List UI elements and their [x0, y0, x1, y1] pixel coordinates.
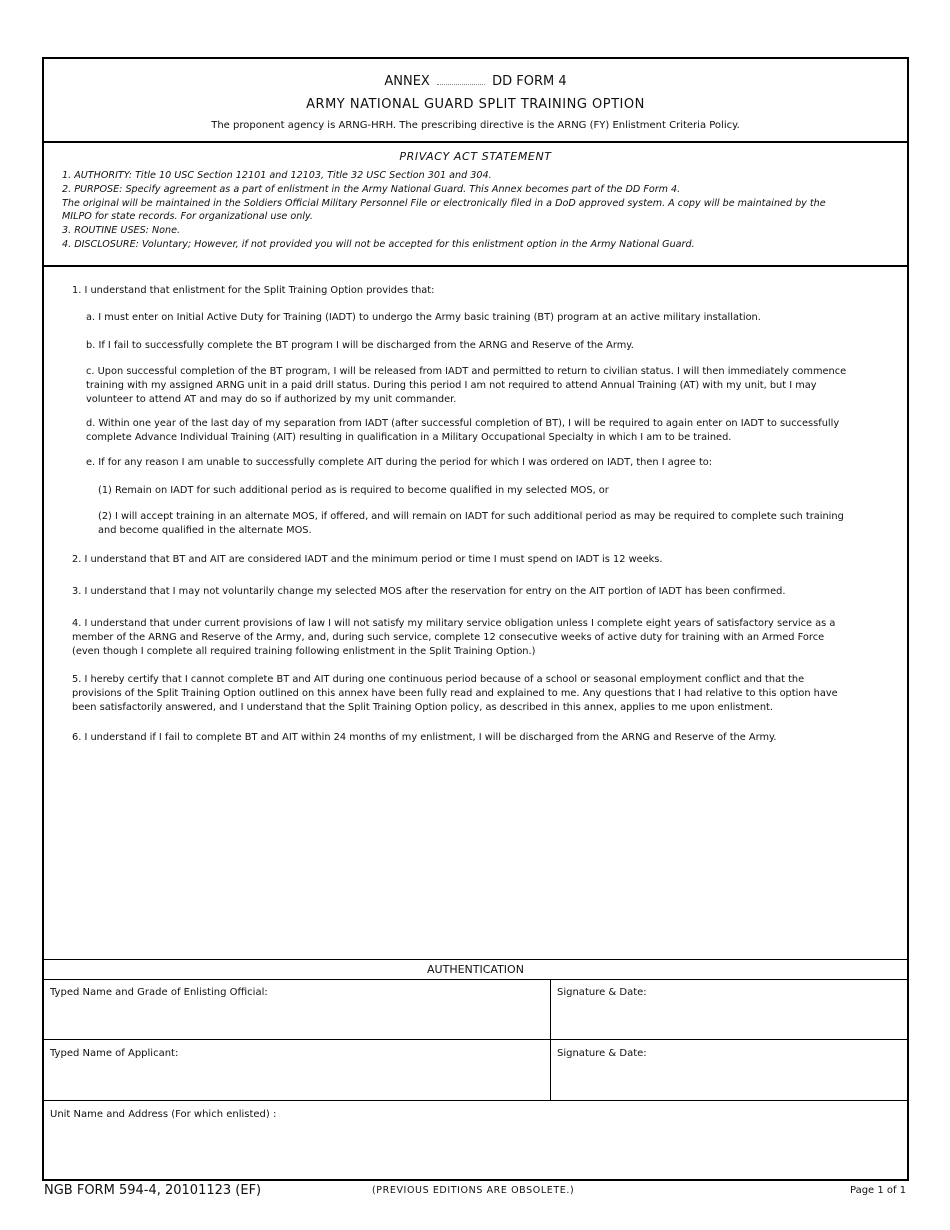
paragraph-6: 6. I understand if I fail to complete BT and AIT within 24 months of my enlistment, I will be discharged from the ARNG and Reserve of the Army. — [72, 732, 777, 743]
form-identifier: NGB FORM 594-4, 20101123 (EF) — [44, 1183, 262, 1198]
form-reference: DD FORM 4 — [492, 74, 567, 89]
applicant-name-label: Typed Name of Applicant: — [50, 1048, 179, 1059]
agreement-body — [44, 267, 907, 957]
official-name-label: Typed Name and Grade of Enlisting Official: — [50, 987, 268, 998]
applicant-signature-label: Signature & Date: — [557, 1048, 647, 1059]
paragraph-1a: a. I must enter on Initial Active Duty for Training (IADT) to undergo the Army basic training (BT) program at an active military installation. — [86, 312, 761, 323]
form-page — [42, 57, 909, 1181]
form-header — [44, 59, 907, 143]
applicant-row — [44, 1040, 907, 1101]
official-signature-field[interactable] — [551, 979, 907, 1039]
form-title: ARMY NATIONAL GUARD SPLIT TRAINING OPTION — [306, 97, 645, 112]
paragraph-1b: b. If I fail to successfully complete the BT program I will be discharged from the ARNG and Reserve of the Army. — [86, 340, 634, 351]
privacy-disclosure: 4. DISCLOSURE: Voluntary; However, if not provided you will not be accepted for this enlistment option in the Army National Guard. — [62, 238, 695, 250]
paragraph-1e: e. If for any reason I am unable to successfully complete AIT during the period for which I was ordered on IADT, then I agree to: — [86, 457, 713, 468]
privacy-retention: The original will be maintained in the Soldiers Official Military Personnel File or electronically filed in a DoD approved system. A copy will be maintained by the MILPO for state records. For organizational use only. — [62, 197, 826, 223]
paragraph-1c: c. Upon successful completion of the BT program, I will be released from IADT and permitted to return to civilian status. I will then immediately commence training with my assigned ARNG unit in a paid drill status. During this period I am not required to attend Annual Training (AT) with my unit, but I may volunteer to attend AT and may do so if authorized by my unit commander. — [86, 366, 847, 405]
proponent-statement: The proponent agency is ARNG-HRH. The prescribing directive is the ARNG (FY) Enlistment Criteria Policy. — [211, 120, 740, 131]
paragraph-3: 3. I understand that I may not voluntarily change my selected MOS after the reservation for entry on the AIT portion of IADT has been confirmed. — [72, 586, 786, 597]
paragraph-4: 4. I understand that under current provisions of law I will not satisfy my military service obligation unless I complete eight years of satisfactory service as a member of the ARNG and Reserve of the Army, and, during such service, complete 12 consecutive weeks of active duty for training with an Armed Force (even though I complete all required training following enlistment in the Split Training Option.) — [72, 618, 836, 657]
paragraph-5: 5. I hereby certify that I cannot complete BT and AIT during one continuous period because of a school or seasonal employment conflict and that the provisions of the Split Training Option outlined on this annex have been fully read and explained to me. Any questions that I had relative to this option have been satisfactorily answered, and I understand that the Split Training Option policy, as described in this annex, applies to me upon enlistment. — [72, 674, 838, 713]
paragraph-1: 1. I understand that enlistment for the Split Training Option provides that: — [72, 285, 435, 296]
official-name-field[interactable] — [44, 979, 551, 1039]
official-row — [44, 979, 907, 1040]
applicant-signature-field[interactable] — [551, 1040, 907, 1100]
annex-line — [44, 72, 907, 89]
unit-address-label: Unit Name and Address (For which enlisted) : — [50, 1109, 277, 1120]
privacy-routine-uses: 3. ROUTINE USES: None. — [62, 225, 181, 237]
editions-notice: (PREVIOUS EDITIONS ARE OBSOLETE.) — [372, 1185, 575, 1196]
annex-label: ANNEX — [384, 74, 430, 89]
paragraph-1e-1: (1) Remain on IADT for such additional period as is required to become qualified in my selected MOS, or — [98, 485, 609, 496]
annex-number-field[interactable] — [437, 72, 485, 85]
official-signature-label: Signature & Date: — [557, 987, 647, 998]
paragraph-2: 2. I understand that BT and AIT are considered IADT and the minimum period or time I must spend on IADT is 12 weeks. — [72, 554, 663, 565]
privacy-authority: 1. AUTHORITY: Title 10 USC Section 12101 and 12103, Title 32 USC Section 301 and 304. — [62, 170, 492, 181]
privacy-act-section — [44, 143, 907, 267]
page-number: Page 1 of 1 — [850, 1185, 907, 1196]
privacy-act-lines — [62, 169, 852, 252]
privacy-act-title: PRIVACY ACT STATEMENT — [399, 150, 552, 163]
applicant-name-field[interactable] — [44, 1040, 551, 1100]
paragraph-1d: d. Within one year of the last day of my separation from IADT (after successful completion of BT), I will be required to again enter on IADT to successfully complete Advance Individual Training (AIT) resulting in qualification in a Military Occupational Specialty in which I am to be trained. — [86, 418, 840, 443]
paragraph-1e-2: (2) I will accept training in an alternate MOS, if offered, and will remain on IADT for such additional period as may be required to complete such training and become qualified in the alternate MOS. — [98, 511, 844, 536]
unit-address-field[interactable] — [44, 1101, 907, 1179]
authentication-header: AUTHENTICATION — [44, 959, 907, 980]
privacy-purpose: 2. PURPOSE: Specify agreement as a part of enlistment in the Army National Guard. This Annex becomes part of the DD Form 4. — [62, 183, 681, 195]
